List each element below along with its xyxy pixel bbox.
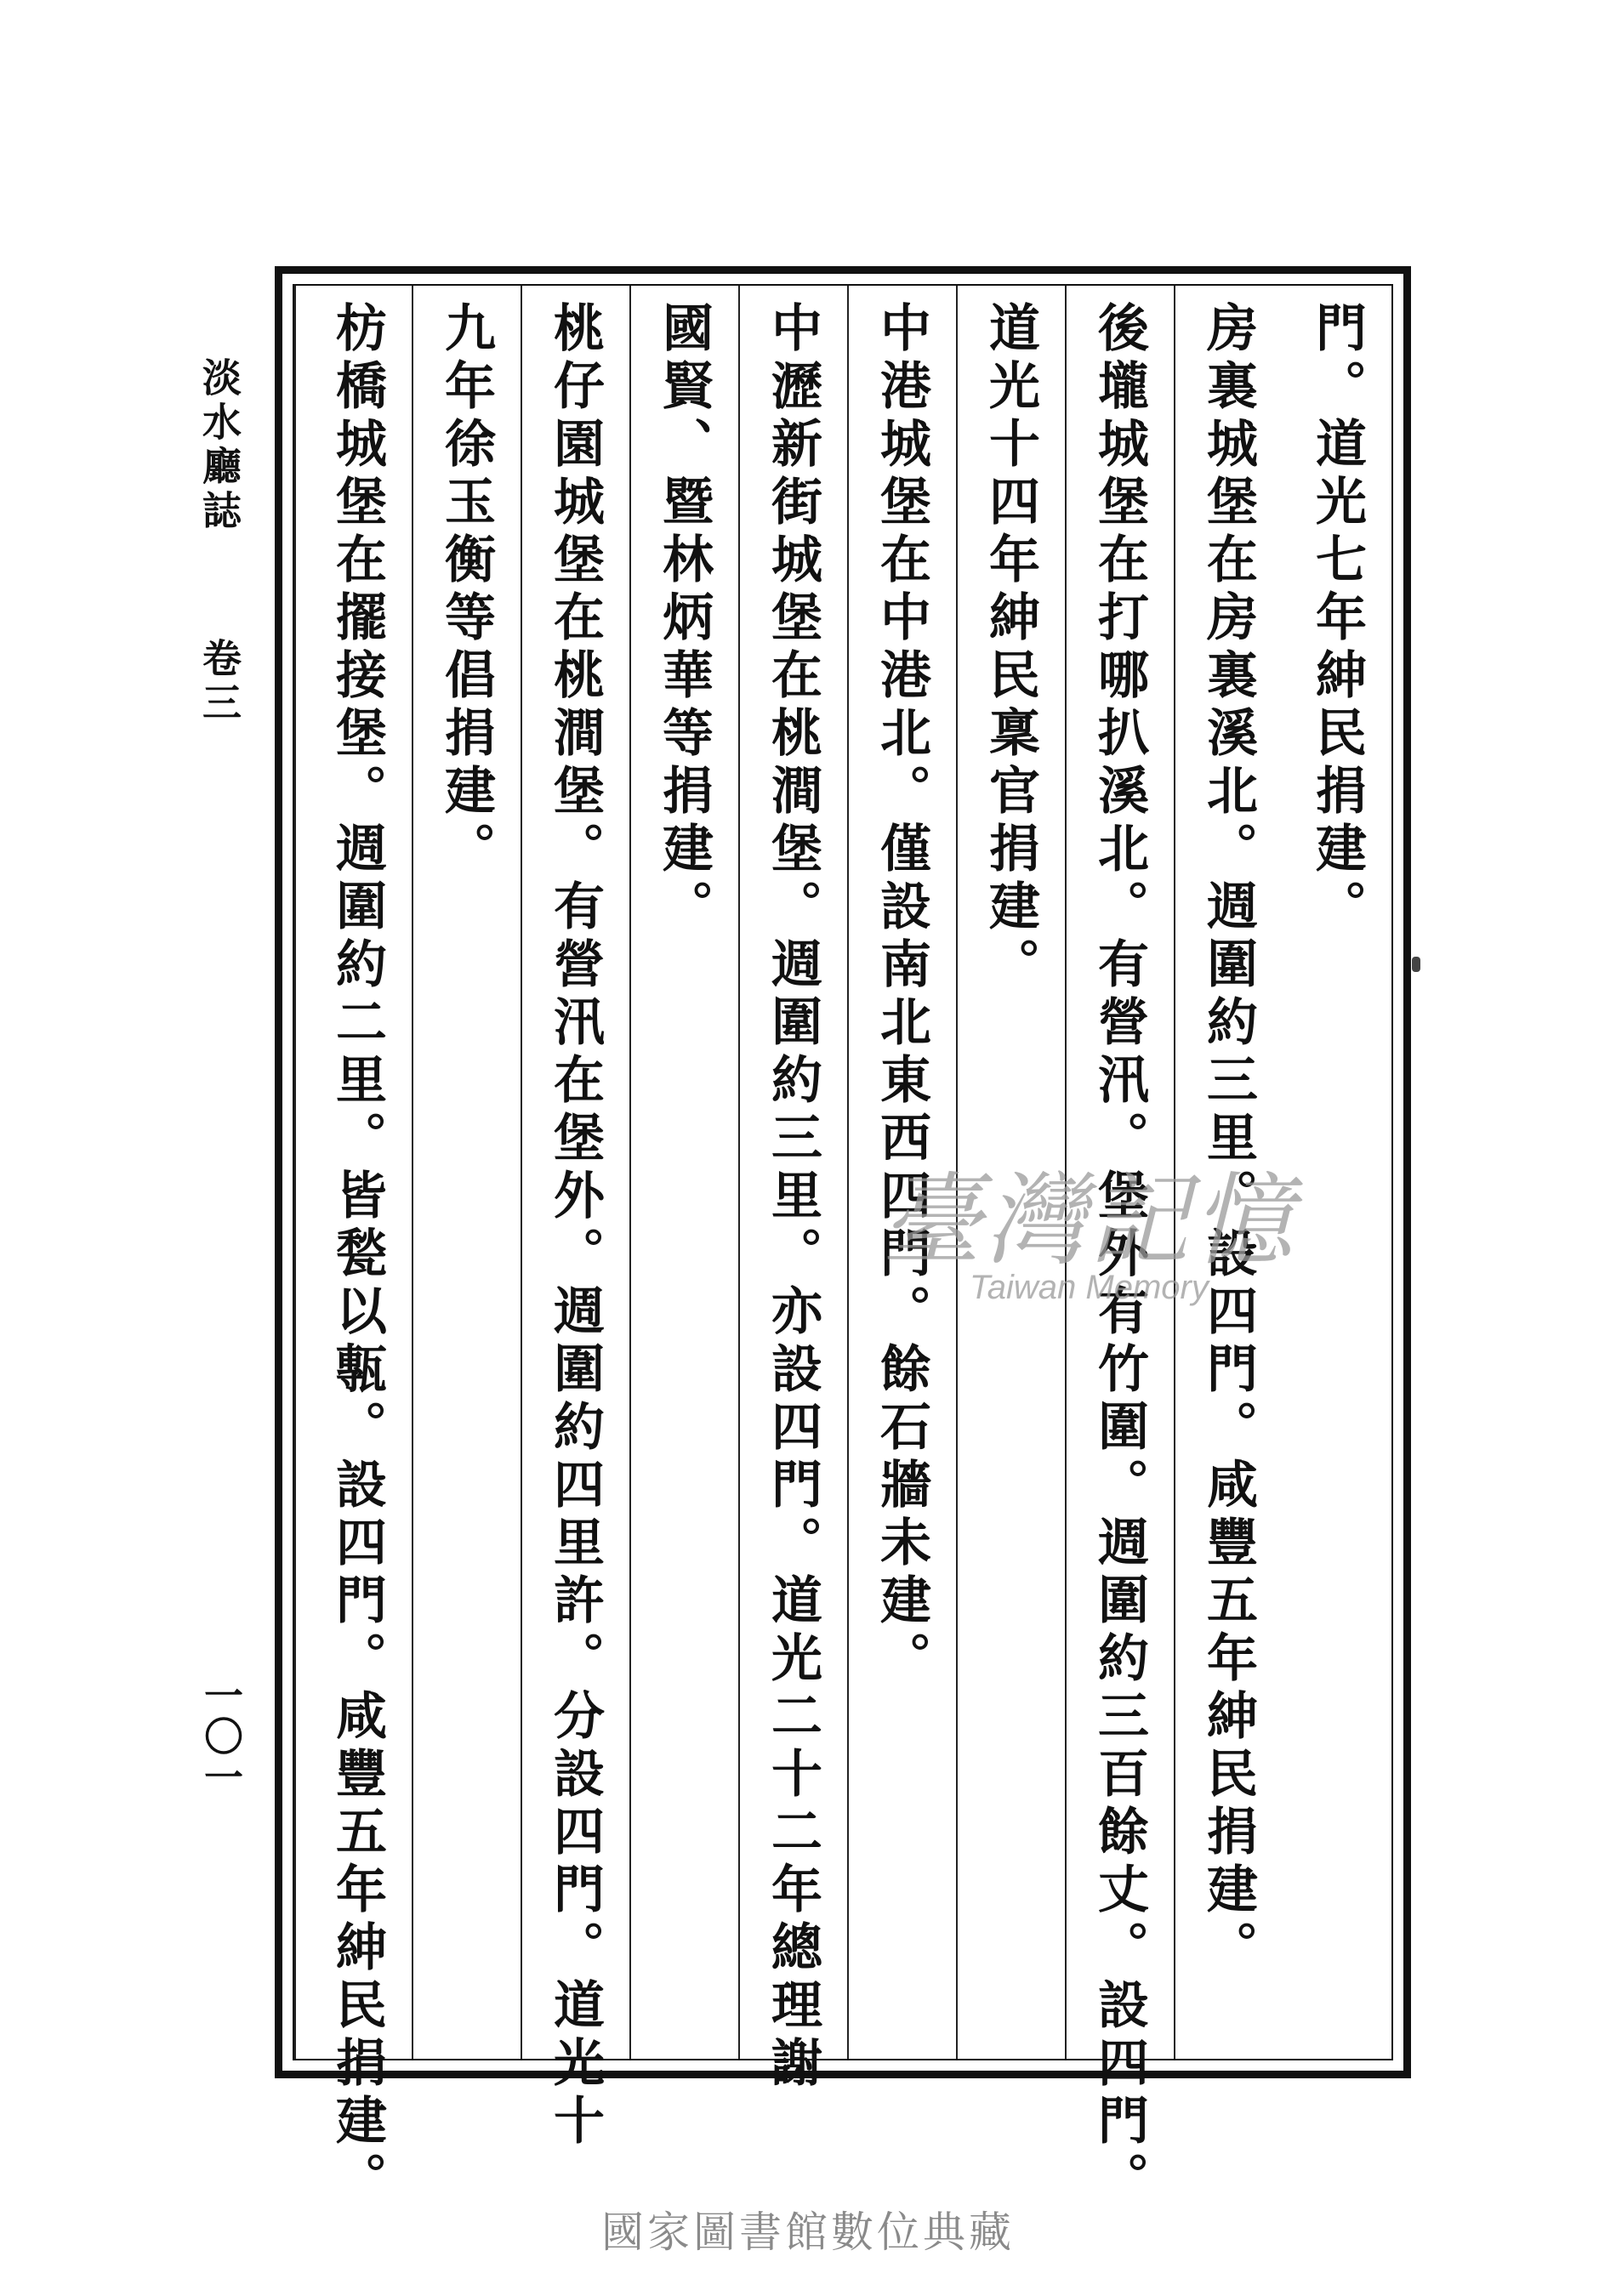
column-text: 中瀝新街城堡在桃澗堡。週圍約三里。亦設四門。道光二十二年總理謝 — [763, 301, 822, 2094]
column-text: 桃仔園城堡在桃澗堡。有營汛在堡外。週圍約四里許。分設四門。道光十 — [545, 301, 605, 2151]
column-text: 枋橋城堡在擺接堡。週圍約二里。皆甃以甎。設四門。咸豐五年紳民捐建。 — [327, 301, 387, 2209]
book-title: 淡水廳誌 — [196, 357, 242, 534]
watermark-sub: Taiwan Memory — [970, 1269, 1209, 1306]
text-column-8 — [521, 286, 629, 2151]
watermark-main: 臺灣記憶 — [880, 1162, 1296, 1279]
column-text: 門。道光七年紳民捐建。 — [1307, 301, 1367, 937]
text-column-6 — [738, 286, 847, 2094]
text-column-7 — [629, 286, 738, 2059]
text-column-9 — [412, 286, 521, 2059]
column-text: 房裏城堡在房裏溪北。週圍約三里。設四門。咸豐五年紳民捐建。 — [1198, 301, 1258, 1978]
column-text: 後壠城堡在打哪扒溪北。有營汛。堡外有竹圍。週圍約三百餘丈。設四門。 — [1090, 301, 1149, 2209]
watermark — [851, 1139, 1327, 1307]
column-text: 九年徐玉衡等倡捐建。 — [436, 301, 496, 879]
column-text: 道光十四年紳民稟官捐建。 — [981, 301, 1040, 995]
footer-credit: 國家圖書館數位典藏 — [601, 2208, 1015, 2257]
volume-label: 卷三 — [196, 638, 242, 726]
text-column-10 — [294, 286, 412, 2209]
column-text: 中港城堡在中港北。僅設南北東西四門。餘石牆未建。 — [872, 301, 931, 1689]
scan-speck — [1412, 957, 1420, 972]
page-number: 一〇一 — [198, 1675, 244, 1798]
column-text: 國賢、暨林炳華等捐建。 — [654, 301, 714, 937]
